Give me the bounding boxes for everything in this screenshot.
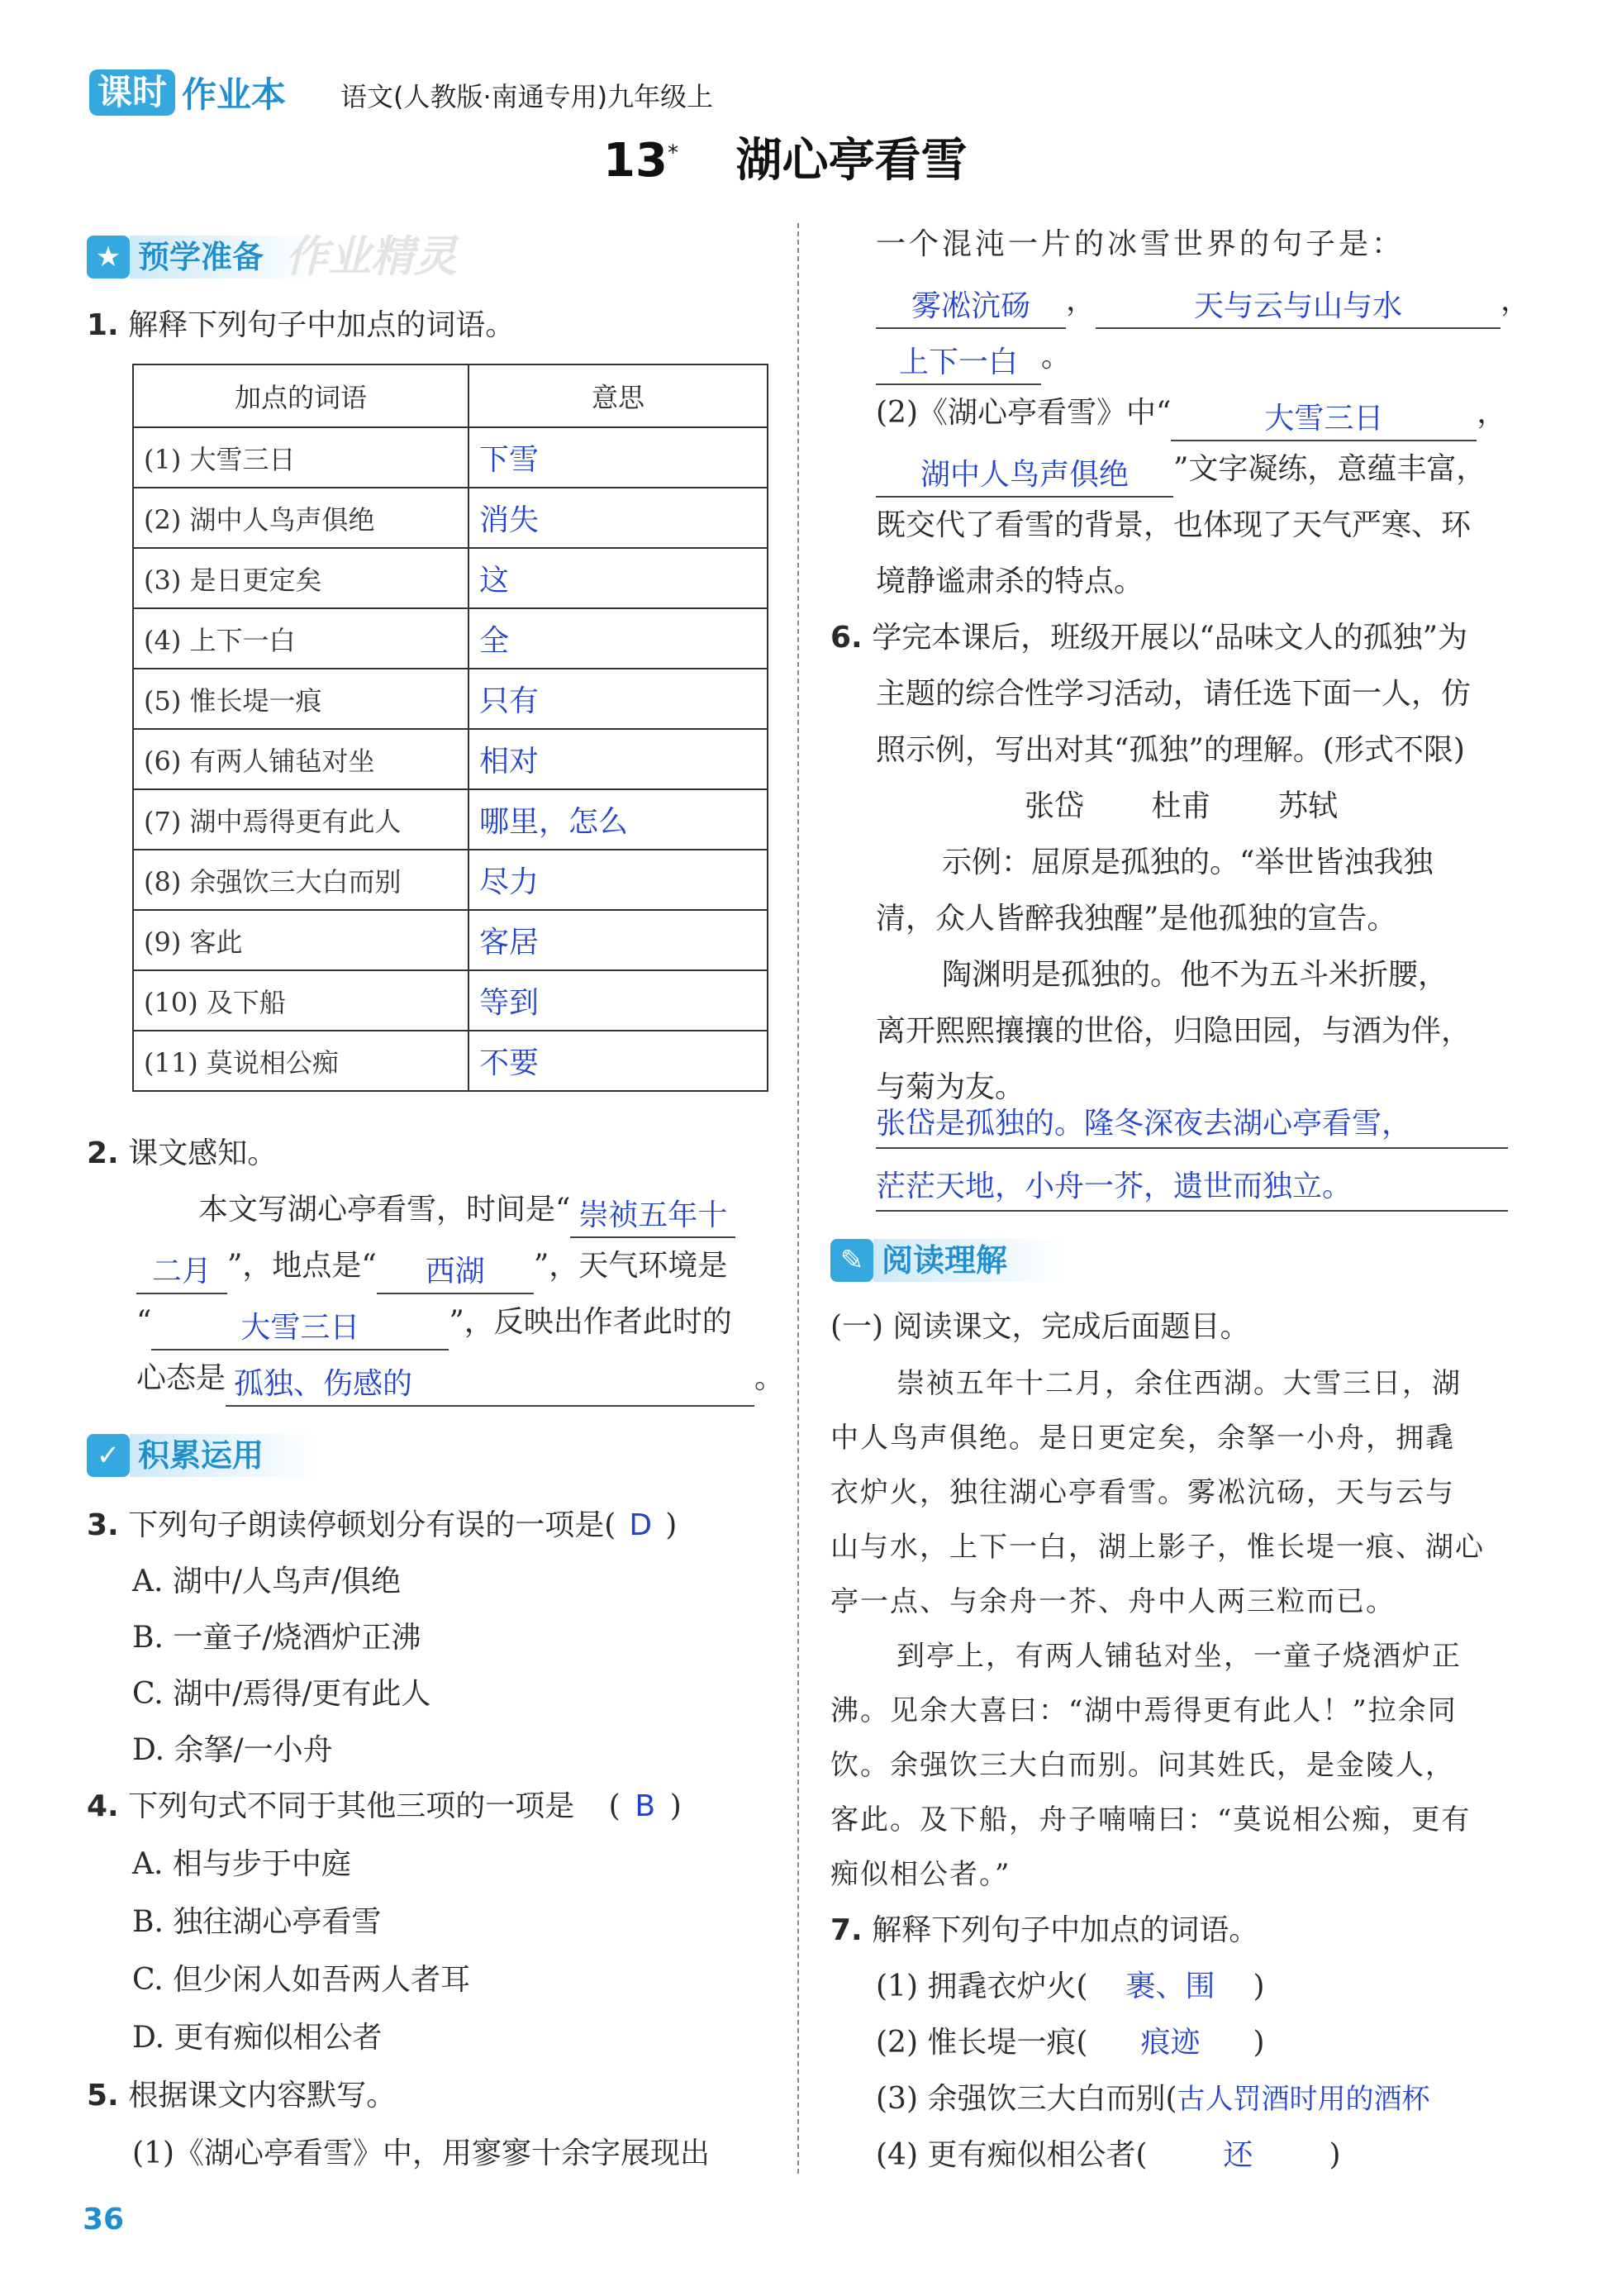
section-accumulate-header xyxy=(87,1431,321,1479)
q5-prompt xyxy=(87,2068,396,2124)
q5-comma: ， xyxy=(1501,283,1531,317)
answer-weather: 大雪三日 xyxy=(151,1308,449,1350)
section-accumulate-label: 积累运用 xyxy=(130,1434,321,1477)
lesson-number: 13 xyxy=(603,134,668,188)
q5-comma: ， xyxy=(1066,283,1096,317)
q3-answer: D xyxy=(629,1508,653,1542)
q7-item xyxy=(876,1959,1265,2015)
answer-place: 西湖 xyxy=(377,1251,534,1294)
table-row xyxy=(133,970,768,1031)
table-header-row xyxy=(133,364,768,427)
name-option: 苏轼 xyxy=(1277,789,1338,823)
q4-open: ( xyxy=(608,1789,621,1823)
logo-badge: 课时 xyxy=(89,69,175,116)
q7-prompt xyxy=(830,1903,1258,1959)
word-cell: (10) 及下船 xyxy=(133,970,468,1031)
answer-time-2: 二月 xyxy=(136,1251,227,1294)
q5-line-b xyxy=(876,329,1071,385)
q1-table xyxy=(132,364,768,1092)
answer-3: 上下一白 xyxy=(876,342,1041,385)
table-header-word: 加点的词语 xyxy=(133,364,468,427)
meaning-cell: 只有 xyxy=(468,669,768,729)
q5-text: (2)《湖心亭看雪》中“ xyxy=(876,396,1172,430)
star-icon: ★ xyxy=(87,236,130,279)
q4-answer: B xyxy=(635,1789,656,1823)
q4-option: A. 相与步于中庭 xyxy=(132,1847,351,1881)
q6-example-line: 陶渊明是孤独的。他不为五斗米折腰， xyxy=(942,958,1448,992)
meaning-cell: 客居 xyxy=(468,910,768,970)
q2-text: ”，地点是“ xyxy=(227,1249,377,1283)
q3-close: ) xyxy=(665,1508,678,1542)
meaning-cell: 等到 xyxy=(468,970,768,1031)
q6-names xyxy=(1025,779,1338,835)
q5-text-line: 既交代了看雪的背景，也体现了天气严寒、环 xyxy=(876,508,1472,542)
word-cell: (1) 大雪三日 xyxy=(133,427,468,488)
q4-option: D. 更有痴似相公者 xyxy=(132,2021,383,2055)
q5-period: 。 xyxy=(1041,340,1072,374)
q2-text: “ xyxy=(136,1305,152,1339)
passage-line: 中人鸟声俱绝。是日更定矣，余拏一小舟，拥毳 xyxy=(830,1422,1455,1455)
word-cell: (6) 有两人铺毡对坐 xyxy=(133,729,468,789)
q4-number: 4. xyxy=(87,1789,119,1823)
q7-text: 解释下列句子中加点的词语。 xyxy=(872,1913,1259,1947)
q7-item xyxy=(876,2127,1341,2184)
word-cell: (7) 湖中焉得更有此人 xyxy=(133,789,468,850)
table-row xyxy=(133,850,768,910)
q7-item-text: (2) 惟长堤一痕( xyxy=(876,2026,1088,2060)
table-row xyxy=(133,789,768,850)
checkbox-icon: ✓ xyxy=(87,1434,130,1477)
answer-time-1: 崇祯五年十 xyxy=(570,1195,735,1238)
meaning-cell: 下雪 xyxy=(468,427,768,488)
q2-line-2 xyxy=(136,1238,727,1294)
logo-name: 作业本 xyxy=(182,74,287,115)
q2-number: 2. xyxy=(87,1136,119,1170)
q1-number: 1. xyxy=(87,308,119,342)
lesson-title: 湖心亭看雪 xyxy=(735,134,968,188)
q7-answer: 古人罚酒时用的酒杯 xyxy=(1177,2083,1430,2116)
q7-item-close: ) xyxy=(1253,1970,1265,2003)
pencil-icon: ✎ xyxy=(830,1239,873,1282)
meaning-cell: 尽力 xyxy=(468,850,768,910)
q6-answer-line-2: 茫茫天地，小舟一芥，遗世而独立。 xyxy=(876,1164,1508,1212)
q1-text: 解释下列句子中加点的词语。 xyxy=(128,308,516,342)
passage-line: 山与水，上下一白，湖上影子，惟长堤一痕、湖心 xyxy=(830,1531,1485,1564)
q3-number: 3. xyxy=(87,1508,119,1542)
watermark: 作业精灵 xyxy=(285,232,458,282)
answer-1: 雾凇沆砀 xyxy=(876,286,1066,329)
page-title xyxy=(603,124,967,190)
q5-item-2-cont xyxy=(876,441,1486,498)
q7-item-close: ) xyxy=(1253,2026,1265,2060)
page-number: 36 xyxy=(83,2203,125,2236)
q6-text-line: 照示例，写出对其“孤独”的理解。(形式不限) xyxy=(876,733,1465,767)
answer-5: 湖中人鸟声俱绝 xyxy=(876,455,1173,498)
q6-number: 6. xyxy=(830,621,863,655)
q2-text: 心态是 xyxy=(136,1361,226,1395)
q4-text: 下列句式不同于其他三项的一项是 xyxy=(128,1789,575,1823)
q7-item-text: (1) 拥毳衣炉火( xyxy=(876,1970,1088,2003)
q2-line-3 xyxy=(136,1294,732,1350)
q7-item-text: (3) 余强饮三大白而别( xyxy=(876,2082,1177,2116)
q6-example-line: 示例：屈原是孤独的。“举世皆浊我独 xyxy=(942,846,1434,879)
meaning-cell: 这 xyxy=(468,548,768,608)
answer-4: 大雪三日 xyxy=(1171,398,1477,441)
q5-text-line: 境静谧肃杀的特点。 xyxy=(876,564,1144,598)
q5-item-1: (1)《湖心亭看雪》中，用寥寥十余字展现出 xyxy=(132,2136,710,2170)
q6-example-line: 与菊为友。 xyxy=(876,1070,1025,1104)
q3-text: 下列句子朗读停顿划分有误的一项是( xyxy=(128,1508,616,1542)
q7-item xyxy=(876,2015,1265,2071)
table-row xyxy=(133,488,768,548)
subject-label: 语文(人教版·南通专用)九年级上 xyxy=(340,81,714,112)
table-row xyxy=(133,548,768,608)
q2-title-text: 课文感知。 xyxy=(128,1136,278,1170)
passage-line: 沸。见余大喜曰：“湖中焉得更有此人！”拉余同 xyxy=(830,1694,1458,1727)
q3-option: C. 湖中/焉得/更有此人 xyxy=(132,1677,431,1711)
table-row xyxy=(133,910,768,970)
reading-intro: (一) 阅读课文，完成后面题目。 xyxy=(830,1310,1250,1344)
answer-mood: 孤独、伤感的 xyxy=(226,1364,754,1407)
q5-text: 根据课文内容默写。 xyxy=(128,2079,397,2113)
q2-text: ”，反映出作者此时的 xyxy=(449,1305,732,1339)
q2-text: ”，天气环境是 xyxy=(533,1249,728,1283)
q2-line-1 xyxy=(198,1182,735,1238)
word-cell: (4) 上下一白 xyxy=(133,608,468,669)
q7-item-text: (4) 更有痴似相公者( xyxy=(876,2138,1148,2172)
q7-item-close: ) xyxy=(1329,2138,1341,2172)
q7-item xyxy=(876,2071,1429,2127)
passage-line: 衣炉火，独往湖心亭看雪。雾凇沆砀，天与云与 xyxy=(830,1476,1455,1509)
table-header-meaning: 意思 xyxy=(468,364,768,427)
q4-option: C. 但少闲人如吾两人者耳 xyxy=(132,1963,471,1997)
q1-prompt xyxy=(87,298,515,354)
q5-item-2 xyxy=(876,385,1506,441)
passage-line: 痴似相公者。” xyxy=(830,1858,1011,1891)
name-option: 张岱 xyxy=(1025,789,1085,823)
word-cell: (11) 莫说相公痴 xyxy=(133,1031,468,1091)
name-option: 杜甫 xyxy=(1151,789,1211,823)
word-cell: (3) 是日更定矣 xyxy=(133,548,468,608)
q6-example-line: 离开熙熙攘攘的世俗，归隐田园，与酒为伴， xyxy=(876,1014,1472,1048)
section-reading-header xyxy=(830,1236,1065,1284)
q7-answer: 还 xyxy=(1223,2138,1253,2172)
meaning-cell: 不要 xyxy=(468,1031,768,1091)
word-cell: (8) 余强饮三大白而别 xyxy=(133,850,468,910)
q5-item-1-cont: 一个混沌一片的冰雪世界的句子是： xyxy=(876,227,1405,261)
lesson-star: * xyxy=(667,141,678,166)
q3-option: A. 湖中/人鸟声/俱绝 xyxy=(132,1565,402,1598)
meaning-cell: 哪里，怎么 xyxy=(468,789,768,850)
passage-line: 到亭上，有两人铺毡对坐，一童子烧酒炉正 xyxy=(896,1640,1462,1673)
word-cell: (9) 客此 xyxy=(133,910,468,970)
meaning-cell: 全 xyxy=(468,608,768,669)
passage-line: 饮。余强饮三大白而别。问其姓氏，是金陵人， xyxy=(830,1749,1455,1782)
passage-line: 崇祯五年十二月，余住西湖。大雪三日，湖 xyxy=(896,1367,1462,1400)
table-row xyxy=(133,608,768,669)
section-reading-label: 阅读理解 xyxy=(873,1239,1065,1282)
q2-title xyxy=(87,1126,277,1182)
meaning-cell: 相对 xyxy=(468,729,768,789)
q4-close: ) xyxy=(669,1789,682,1823)
q2-line-4 xyxy=(136,1350,784,1407)
passage-line: 客此。及下船，舟子喃喃曰：“莫说相公痴，更有 xyxy=(830,1803,1472,1836)
q7-number: 7. xyxy=(830,1913,863,1947)
q5-text: ”文字凝练，意蕴丰富， xyxy=(1173,452,1486,486)
word-cell: (2) 湖中人鸟声俱绝 xyxy=(133,488,468,548)
brand-logo xyxy=(89,68,286,117)
q6-prompt xyxy=(830,610,1467,666)
q7-answer: 痕迹 xyxy=(1140,2026,1201,2060)
table-row xyxy=(133,729,768,789)
q3-option: D. 余拏/一小舟 xyxy=(132,1733,333,1767)
q3-option: B. 一童子/烧酒炉正沸 xyxy=(132,1621,421,1655)
answer-2: 天与云与山与水 xyxy=(1096,286,1501,329)
passage-line: 亭一点、与余舟一芥、舟中人两三粒而已。 xyxy=(830,1585,1396,1618)
table-row xyxy=(133,669,768,729)
q2-text: 。 xyxy=(754,1361,785,1395)
q6-answer-line-1: 张岱是孤独的。隆冬深夜去湖心亭看雪， xyxy=(876,1101,1508,1149)
word-cell: (5) 惟长堤一痕 xyxy=(133,669,468,729)
q3-prompt xyxy=(87,1498,677,1554)
q7-answer: 裹、围 xyxy=(1125,1970,1215,2003)
table-row xyxy=(133,1031,768,1091)
q6-text: 学完本课后，班级开展以“品味文人的孤独”为 xyxy=(872,621,1467,655)
table-row xyxy=(133,427,768,488)
q4-prompt xyxy=(87,1779,682,1835)
q5-line-a xyxy=(876,273,1530,329)
q6-example-line: 清，众人皆醉我独醒”是他孤独的宣告。 xyxy=(876,902,1397,936)
q4-option: B. 独往湖心亭看雪 xyxy=(132,1905,382,1939)
q6-text-line: 主题的综合性学习活动，请任选下面一人，仿 xyxy=(876,677,1472,711)
q5-number: 5. xyxy=(87,2079,119,2113)
q2-text: 本文写湖心亭看雪，时间是“ xyxy=(198,1193,571,1227)
meaning-cell: 消失 xyxy=(468,488,768,548)
section-preview-label: 预学准备 xyxy=(130,236,321,279)
q5-comma: ， xyxy=(1477,396,1507,430)
column-divider xyxy=(797,223,799,2174)
